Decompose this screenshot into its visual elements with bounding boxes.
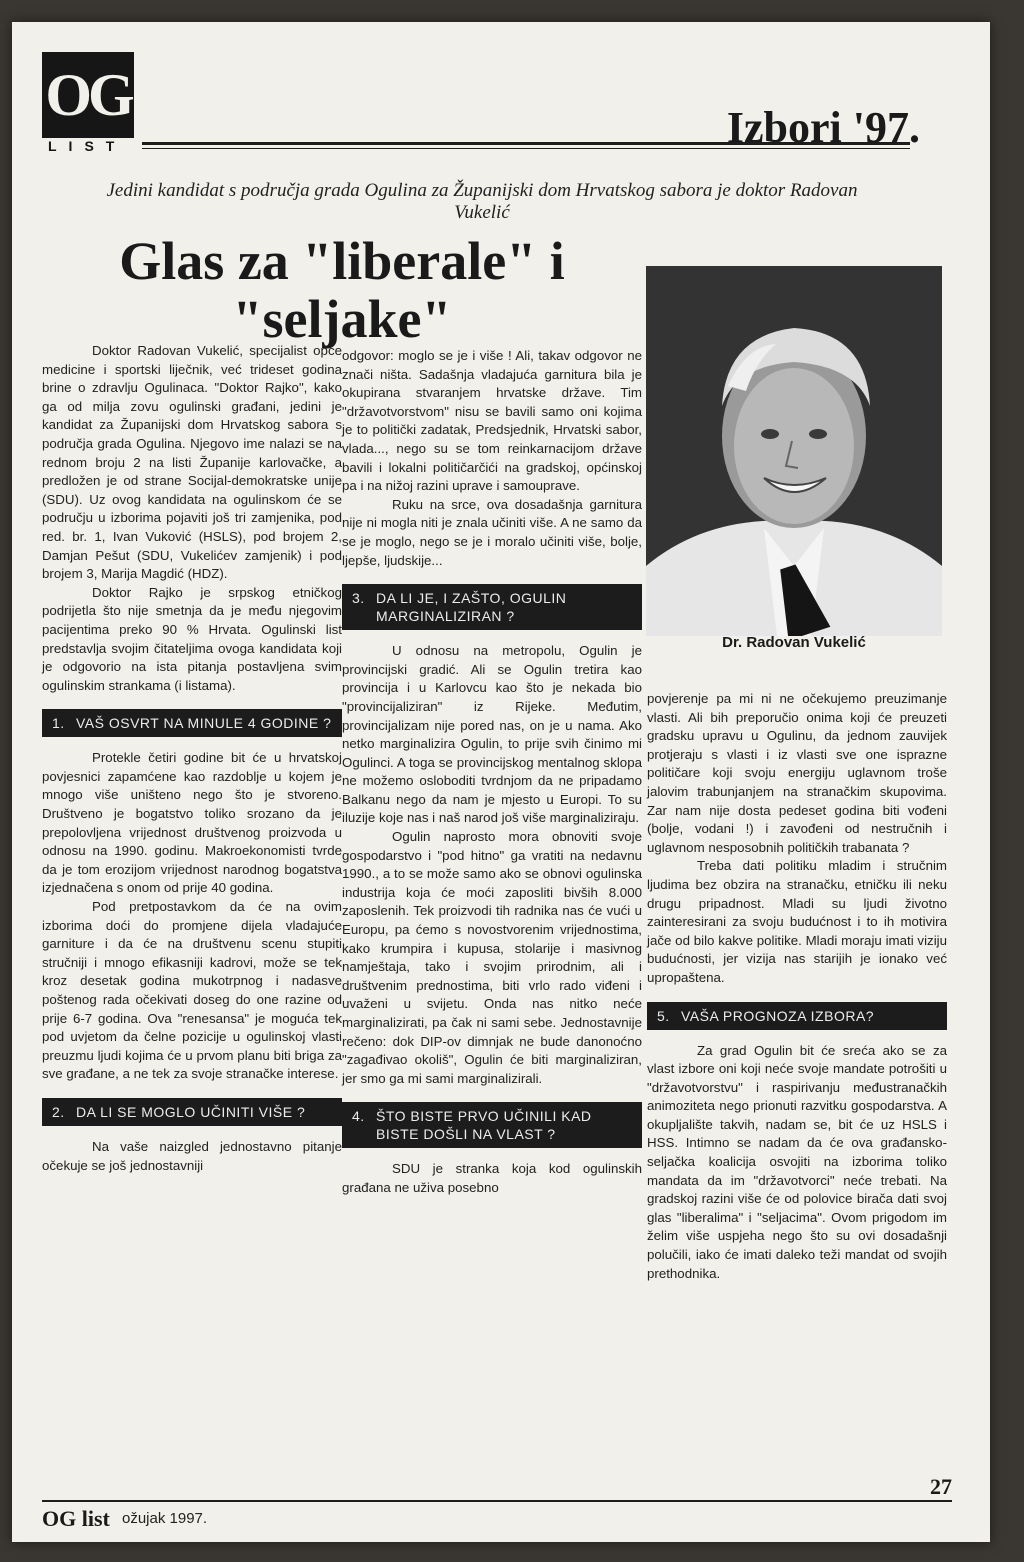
question-text: DA LI JE, I ZAŠTO, OGULIN MARGINALIZIRAN ? [376,590,567,625]
intro-paragraph-1: Doktor Radovan Vukelić, specijalist opće medicine i sportski liječnik, već trideset godina brine o zdravlju Ogulinaca. "Doktor Rajko", kako ga od milja zovu ogulinski građani, jedini je kandidat za Županijski dom Hrvatskog sabora s područja grada Ogulina. Njegovo ime nalazi se na rednom broju 2 na listi Županije karlovačke, a predložen je od strane Socijal-demokratske unije (SDU). Uz ovog kandidata na ogulinskom će se području u izborima pojaviti još tri zamjenika, pod red. br. 1, Ivan Vuković (HSLS), pod brojem 2, Damjan Pešut (SDU, Vukelićev zamjenik) i pod brojem 3, Marija Magdić (HDZ). [42,343,342,582]
answer-3-paragraph-1: U odnosu na metropolu, Ogulin je provincijski gradić. Ali se Ogulin tretira kao provincija i u Karlovcu kao što je nekada bio "provincijaliziran" iz Rijeke. Međutim, provincijalizam nije pored nas, on je u nama. Ako netko marginalizira Ogulin, to prije svih činimo mi Ogulinci. A toga se provincijskog mentalnog sklopa ne možemo osloboditi tvrdnjom da ne pripadamo Balkanu nego da nam je mjesto u Europi. To su iluzije koje nas i naš narod još više marginaliziraju. [342,643,642,826]
answer-3-paragraph-2: Ogulin naprosto mora obnoviti svoje gospodarstvo i "pod hitno" ga vratiti na nedavnu 1990., a to se može samo ako se obnovi ogulinska industrija koja će moći zaposliti bivših 8.000 zaposlenih. Tek proizvodi tih radnika nas će vući u Europu, pa ćemo s novostvorenim vrijednostima, kako krumpira i kupusa, stolarije i masivnog namještaja, tako i svojim prirodnim, ali i društvenim prednostima, biti vrlo rado viđeni i uvaženi u svijetu. Onda nas nitko neće marginalizirati, pa čak ni sami sebe. Jednostavnije rečeno: dok DIP-ov dimnjak ne bude danonoćno "zagađivao okoliš", Ogulin će biti marginaliziran, jer smo ga mi sami marginalizirali. [342,829,642,1086]
question-3-header [342,584,642,630]
article-subhead: Jedini kandidat s područja grada Ogulina za Županijski dom Hrvatskog sabora je doktor Radovan Vukelić [106,180,858,223]
question-number: 1. [52,715,65,732]
logo-subtext: LIST [48,138,127,154]
intro-paragraph-2: Doktor Rajko je srpskog etničkog podrijetla što nije smetnja da je među njegovim pacijentima preko 90 % Hrvata. Ogulinski list predstavlja svojim čitateljima ovoga kandidata koji je odgovorio na ista pitanja postavljena svim ogulinskim strankama (i listama). [42,584,342,693]
column-2 [342,347,642,1198]
question-number: 2. [52,1103,65,1120]
answer-4-paragraph-2: Treba dati politiku mladim i stručnim ljudima bez obzira na stranačku, etničku ili neku drugu pripadnost. Mladi su ljudi životno zainteresirani za svoju budućnost i to ih motivira jače od bilo kakve politike. Mladi moraju imati viziju budućnosti, jer vizija nas starijih je ionako već upropaštena. [647,858,947,985]
footer-rule [42,1500,952,1502]
answer-1-paragraph-1: Protekle četiri godine bit će u hrvatskoj povjesnici zapamćene kao razdoblje u kojem je mnogo više uništeno nego što je stvoreno. Društveno je bogatstvo toliko srozano da je prepolovljena vrijednost društvenog proizvoda u odnosu na 1990. godinu. Makroekonomisti tvrde da je tom erozijom vrijednost narodnog bogatstva izjednačena s onom od prije 40 godina. [42,750,342,896]
logo-mark: OG [42,52,134,138]
article-headline: Glas za "liberale" i "seljake" [119,231,565,349]
question-text: VAŠA PROGNOZA IZBORA? [681,1007,875,1024]
answer-1-paragraph-2: Pod pretpostavkom da će na ovim izborima doći do promjene dijela vladajuće garniture i da će na društvenu scenu stupiti stručniji i mnogo efikasniji kadrovi, može se tek kroz desetak godina mukotrpnog i nadasve poštenog rada očekivati doseg do one razine od prije 6-7 godina. Ova "renesansa" je moguća tek pod uvjetom da čelne pozicije u ogulinskoj vlasti preuzmu ljudi kojima će u prvom planu biti briga za sve građane, a ne tek za svoje stranačke interese. [42,899,342,1082]
portrait-illustration [646,266,942,636]
question-1-header [42,709,342,737]
answer-4-paragraph-1: SDU je stranka koja kod ogulinskih građana ne uživa posebno [342,1161,642,1195]
question-text: DA LI SE MOGLO UČINITI VIŠE ? [76,1103,306,1120]
section-title: Izbori '97. [726,103,920,152]
question-number: 4. [352,1108,365,1125]
og-list-logo [42,52,134,154]
page-number: 27 [930,1474,952,1499]
answer-2-paragraph-1: Na vaše naizgled jednostavno pitanje očekuje se još jednostavniji [42,1138,342,1173]
question-2-header [42,1098,342,1126]
question-text: ŠTO BISTE PRVO UČINILI KAD BISTE DOŠLI NA VLAST ? [376,1108,592,1143]
answer-4-continued: povjerenje pa mi ni ne očekujemo preuzimanje vlasti. Ali bih preporučio onima koji će preuzeti gradsku upravu u Ogulinu, da jednom zauvijek protjeraju s vlasti i iz vlasti sve one isprazne političare koji svoju energiju uglavnom troše jalovim trabunjanjem na stranačkim skupovima. Zar nam nije dosta pedeset godina biti vođeni (bolje, vodani !) i zavođeni od nestručnih i uglavnom nesposobnih političkih trabanata ? [647,691,947,855]
newspaper-page [12,22,990,1542]
column-1 [42,342,342,1175]
question-4-header [342,1102,642,1148]
photo-caption: Dr. Radovan Vukelić [722,634,866,651]
question-text: VAŠ OSVRT NA MINULE 4 GODINE ? [76,715,332,732]
footer-date: ožujak 1997. [122,1510,208,1527]
question-5-header [647,1002,947,1030]
question-number: 5. [657,1007,670,1024]
answer-2-paragraph-2: Ruku na srce, ova dosadašnja garnitura nije ni mogla niti je znala učiniti više. A ne samo da se je moglo, nego se je i moralo učiniti više, bolje, ljepše, ljudskije... [342,496,642,568]
column-3 [647,690,947,1283]
question-number: 3. [352,590,365,607]
answer-2-continued: odgovor: moglo se je i više ! Ali, takav odgovor ne znači ništa. Sadašnja vladajuća garnitura bila je okupirana stvaranjem hrvatske države. Tim "državotvorstvom" nisu se bavili samo oni kojima je to politički zadatak, Predsjednik, Hrvatski sabor, vlada..., nego su se tom reinkarnacijom države bavili i lokalni političarčići na gradskoj, općinskoj pa i na nižoj razini uprave i samouprave. [342,348,642,494]
answer-5-paragraph-1: Za grad Ogulin bit će sreća ako se za vlast izbore oni koji neće svoje mandate potrošiti u "državotvorstvu" i raspirivanju međustranačkih animoziteta nego prionuti razvitku gospodarstva. A okupljalište takvih, nadam se, bit će uz HSLS i HSS. Intimno se nadam da će ova građansko-seljačka koalicija osvojiti na izborima toliko mandata da im "državotvorci" neće trebati. Na gradskoj razini više će od polovice birača dati svoj glas "liberalima" i "seljacima". Ovom prigodom im želim više uspjeha nego što su ovi dosadašnji polučili, iako će imati daleko teži mandat od svojih prethodnika. [647,1042,947,1281]
footer-brand: OG list [42,1506,110,1531]
portrait-photo [646,266,942,636]
